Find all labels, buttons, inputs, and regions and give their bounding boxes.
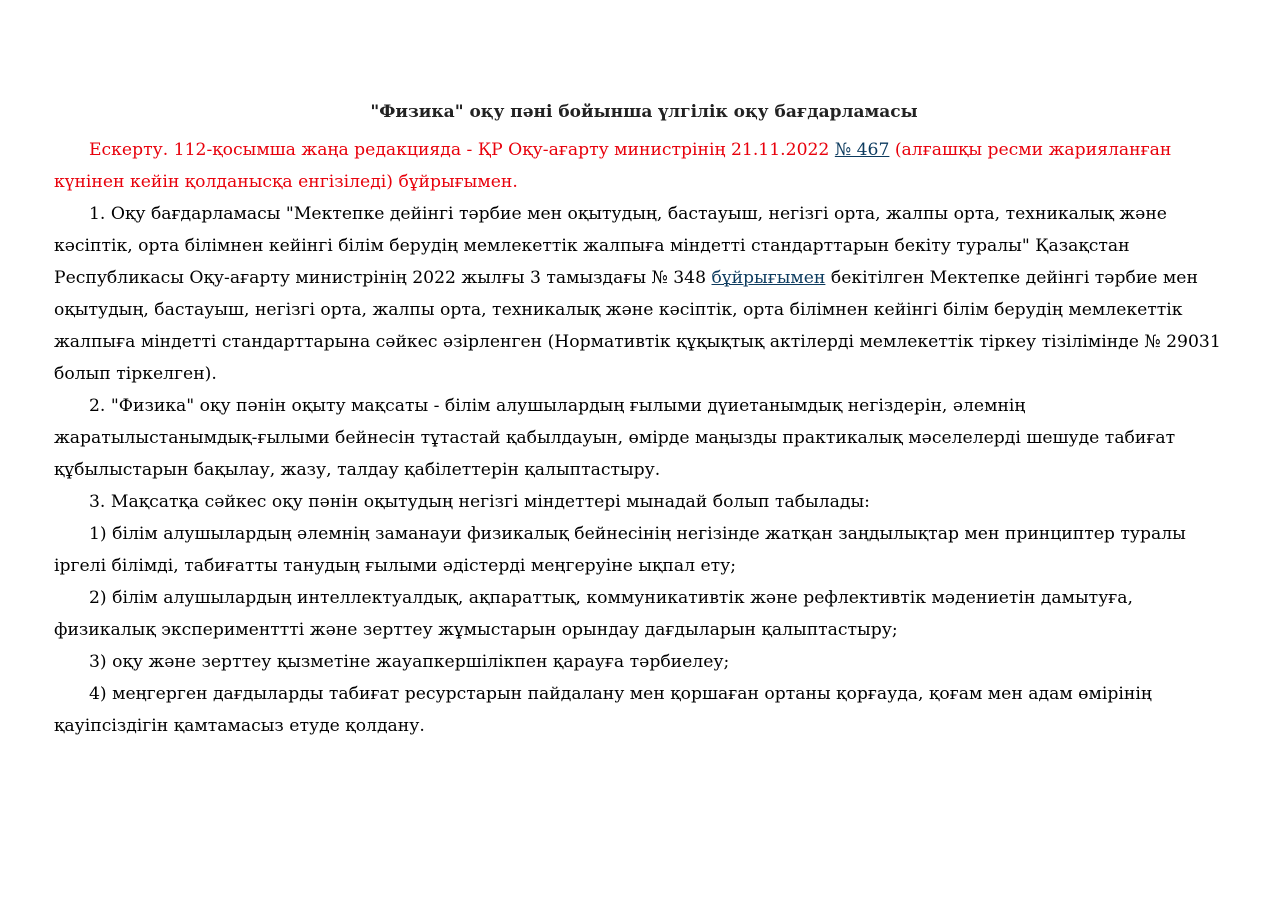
document-body bbox=[54, 98, 1234, 742]
document-title: "Физика" оқу пәні бойынша үлгілік оқу бағдарламасы bbox=[370, 102, 918, 122]
paragraph-1 bbox=[54, 198, 1234, 390]
paragraph-3: 3. Мақсатқа сәйкес оқу пәнін оқытудың негізгі міндеттері мынадай болып табылады: bbox=[89, 492, 870, 512]
note-text-after: (алғашқы ресми жарияланған күнінен кейін қолданысқа енгізіледі) бұйрығымен. bbox=[54, 140, 1172, 192]
note-text-before: Ескерту. 112-қосымша жаңа редакцияда - ҚР Оқу-ағарту министрінің 21.11.2022 bbox=[89, 140, 835, 160]
task-item-2: 2) білім алушылардың интеллектуалдық, ақпараттық, коммуникативтік және рефлективтік мәдениетін дамытуға, физикалық эксперименттті және зерттеу жұмыстарын орындау дағдыларын қалыптастыру; bbox=[54, 588, 1134, 640]
order-link[interactable]: бұйрығымен bbox=[711, 268, 826, 288]
paragraph-2: 2. "Физика" оқу пәнін оқыту мақсаты - білім алушылардың ғылыми дүиетанымдық негіздерін, әлемнің жаратылыстанымдық-ғылыми бейнесін тұтастай қабылдауын, өмірде маңызды практикалық мәселелерді шешуде табиғат құбылыстарын бақылау, жазу, талдау қабілеттерін қалыптастыру. bbox=[54, 396, 1176, 480]
amendment-note bbox=[54, 134, 1234, 198]
paragraph-1-text-after: бекітілген Мектепке дейінгі тәрбие мен оқытудың, бастауыш, негізгі орта, жалпы орта, техникалық және кәсіптік, орта білімнен кейінгі білім берудің мемлекеттік жалпыға міндетті стандарттарына сәйкес әзірленген (Нормативтік құқықтық актілерді мемлекеттік тіркеу тізілімінде № 29031 болып тіркелген). bbox=[54, 268, 1221, 384]
task-item-1: 1) білім алушылардың әлемнің заманауи физикалық бейнесінің негізінде жатқан заңдылықтар мен принциптер туралы іргелі білімді, табиғатты танудың ғылыми әдістерді меңгеруіне ықпал ету; bbox=[54, 524, 1186, 576]
task-item-3: 3) оқу және зерттеу қызметіне жауапкершілікпен қарауға тәрбиелеу; bbox=[89, 652, 730, 672]
order-467-link[interactable]: № 467 bbox=[834, 140, 890, 160]
task-item-4: 4) меңгерген дағдыларды табиғат ресурстарын пайдалану мен қоршаған ортаны қорғауда, қоғам мен адам өмірінің қауіпсіздігін қамтамасыз етуде қолдану. bbox=[54, 684, 1152, 736]
paragraph-1-text-before: 1. Оқу бағдарламасы "Мектепке дейінгі тәрбие мен оқытудың, бастауыш, негізгі орта, жалпы орта, техникалық және кәсіптік, орта білімнен кейінгі білім берудің мемлекеттік жалпыға міндетті стандарттарын бекіту туралы" Қазақстан Республикасы Оқу-ағарту министрінің 2022 жылғы 3 тамыздағы № 348 bbox=[54, 204, 1167, 288]
